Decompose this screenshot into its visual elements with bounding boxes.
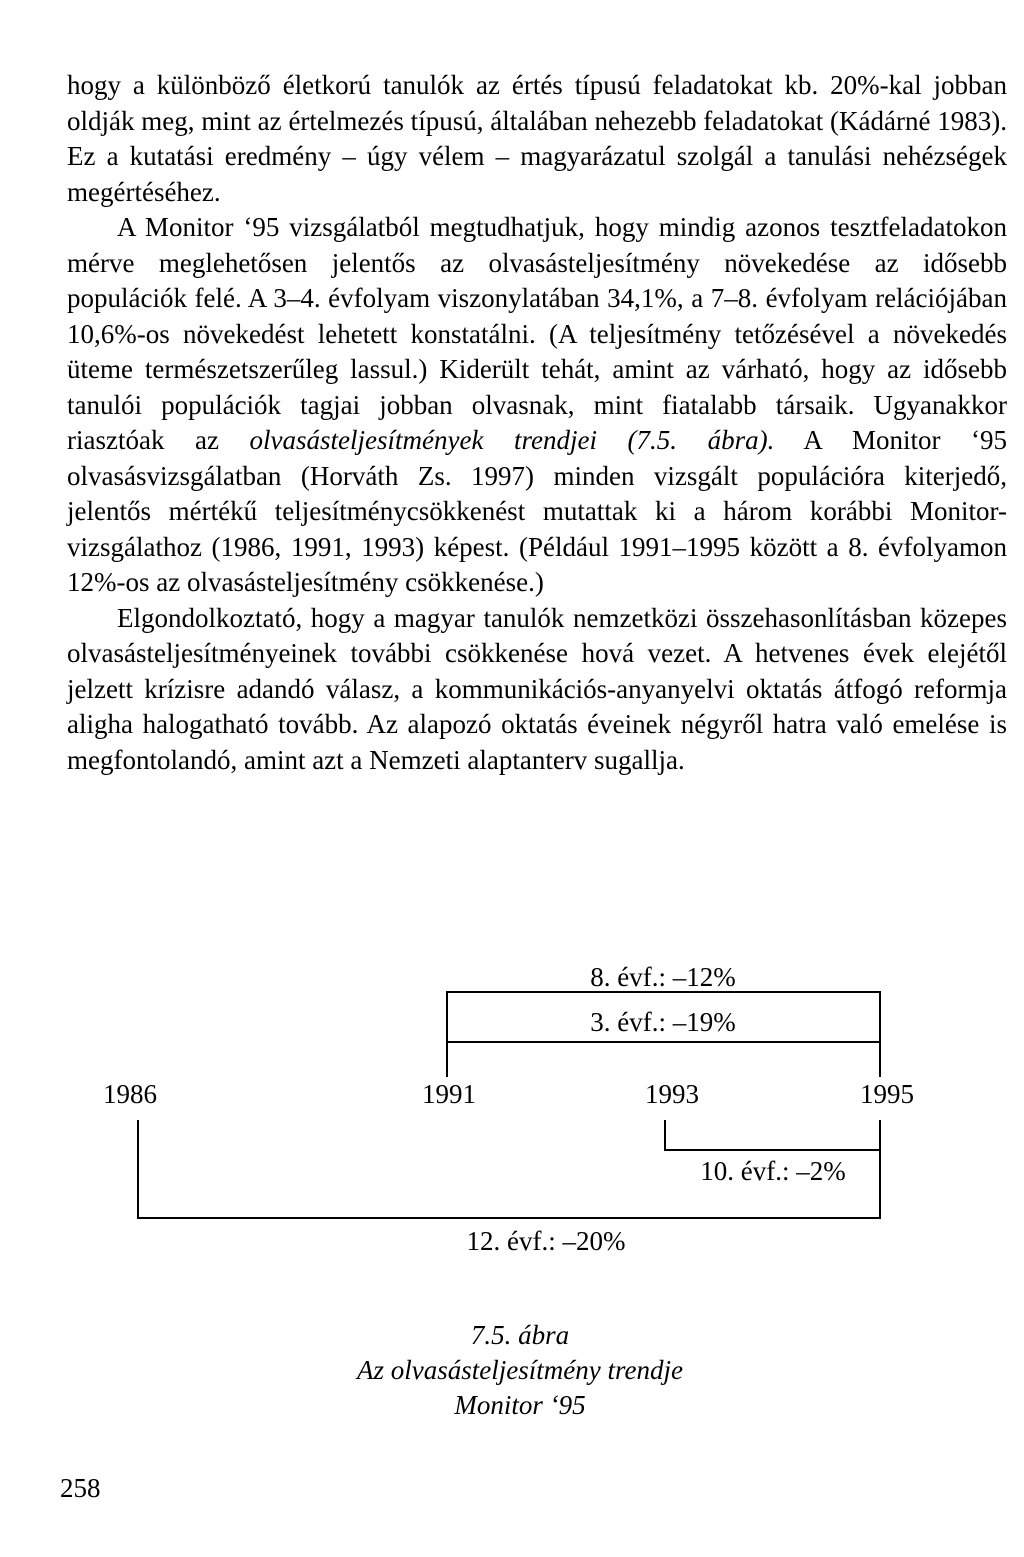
paragraph-2-italic: olvasásteljesítmények trendjei (7.5. ábra).: [249, 425, 775, 455]
year-1993: 1993: [645, 1079, 699, 1109]
caption-title: Az olvasásteljesítmény trendje: [357, 1355, 683, 1385]
paragraph-2-start: A Monitor ‘95 vizsgálatból megtudhatjuk, hogy mindig azonos tesztfeladatokon mérve meglehetősen jelentős az olvasásteljesítmény növekedése az idősebb populációk felé. A 3–4. évfolyam viszonylatában 34,1%, a 7–8. évfolyam relációjában 10,6%-os növekedést lehetett konstatálni. (A teljesítmény tetőzésével a növekedés üteme természetszerűleg lassul.) Kiderült tehát, amint az várható, hogy az idősebb tanulói populációk tagjai jobban olvasnak, mint fiatalabb társaik. Ugyanakkor riasztóak az: [67, 212, 1007, 455]
trend-diagram: [0, 960, 1024, 1280]
page-number: 258: [60, 1473, 101, 1503]
label-grade-8: 8. évf.: –12%: [590, 962, 736, 992]
paragraph-2: [67, 210, 1007, 601]
caption-subtitle: Monitor ‘95: [454, 1390, 586, 1420]
paragraph-1: hogy a különböző életkorú tanulók az értés típusú feladatokat kb. 20%-kal jobban oldják meg, mint az értelmezés típusú, általában nehezebb feladatokat (Kádárné 1983). Ez a kutatási eredmény – úgy vélem – magyarázatul szolgál a tanulási nehézségek megértéséhez.: [67, 70, 1007, 207]
year-1995: 1995: [860, 1079, 914, 1109]
year-1991: 1991: [422, 1079, 476, 1109]
label-grade-3: 3. évf.: –19%: [590, 1007, 736, 1037]
body-text: [67, 68, 1007, 778]
bracket-grade-10: [665, 1120, 880, 1150]
paragraph-3: Elgondolkoztató, hogy a magyar tanulók nemzetközi összehasonlításban közepes olvasásteljesítményeinek további csökkenése hová vezet. A hetvenes évek elejétől jelzett krízisre adandó válasz, a kommunikációs-anyanyelvi oktatás átfogó reformja aligha halogatható tovább. Az alapozó oktatás éveinek négyről hatra való emelése is megfontolandó, amint azt a Nemzeti alaptanterv sugallja.: [67, 602, 1007, 775]
label-grade-12: 12. évf.: –20%: [466, 1226, 626, 1256]
caption-number: 7.5. ábra: [470, 1320, 570, 1350]
paragraph-2-end: A Monitor ‘95 olvasásvizsgálatban (Horváth Zs. 1997) minden vizsgált populációra kiterjedő, jelentős mértékű teljesítménycsökkenést mutattak ki a három korábbi Monitor-vizsgálathoz (1986, 1991, 1993) képest. (Például 1991–1995 között a 8. évfolyamon 12%-os az olvasásteljesítmény csökkenése.): [67, 425, 1007, 597]
year-1986: 1986: [103, 1079, 157, 1109]
trend-diagram-svg: [0, 960, 1024, 1280]
label-grade-10: 10. évf.: –2%: [700, 1156, 846, 1186]
figure-caption: [240, 1318, 800, 1423]
